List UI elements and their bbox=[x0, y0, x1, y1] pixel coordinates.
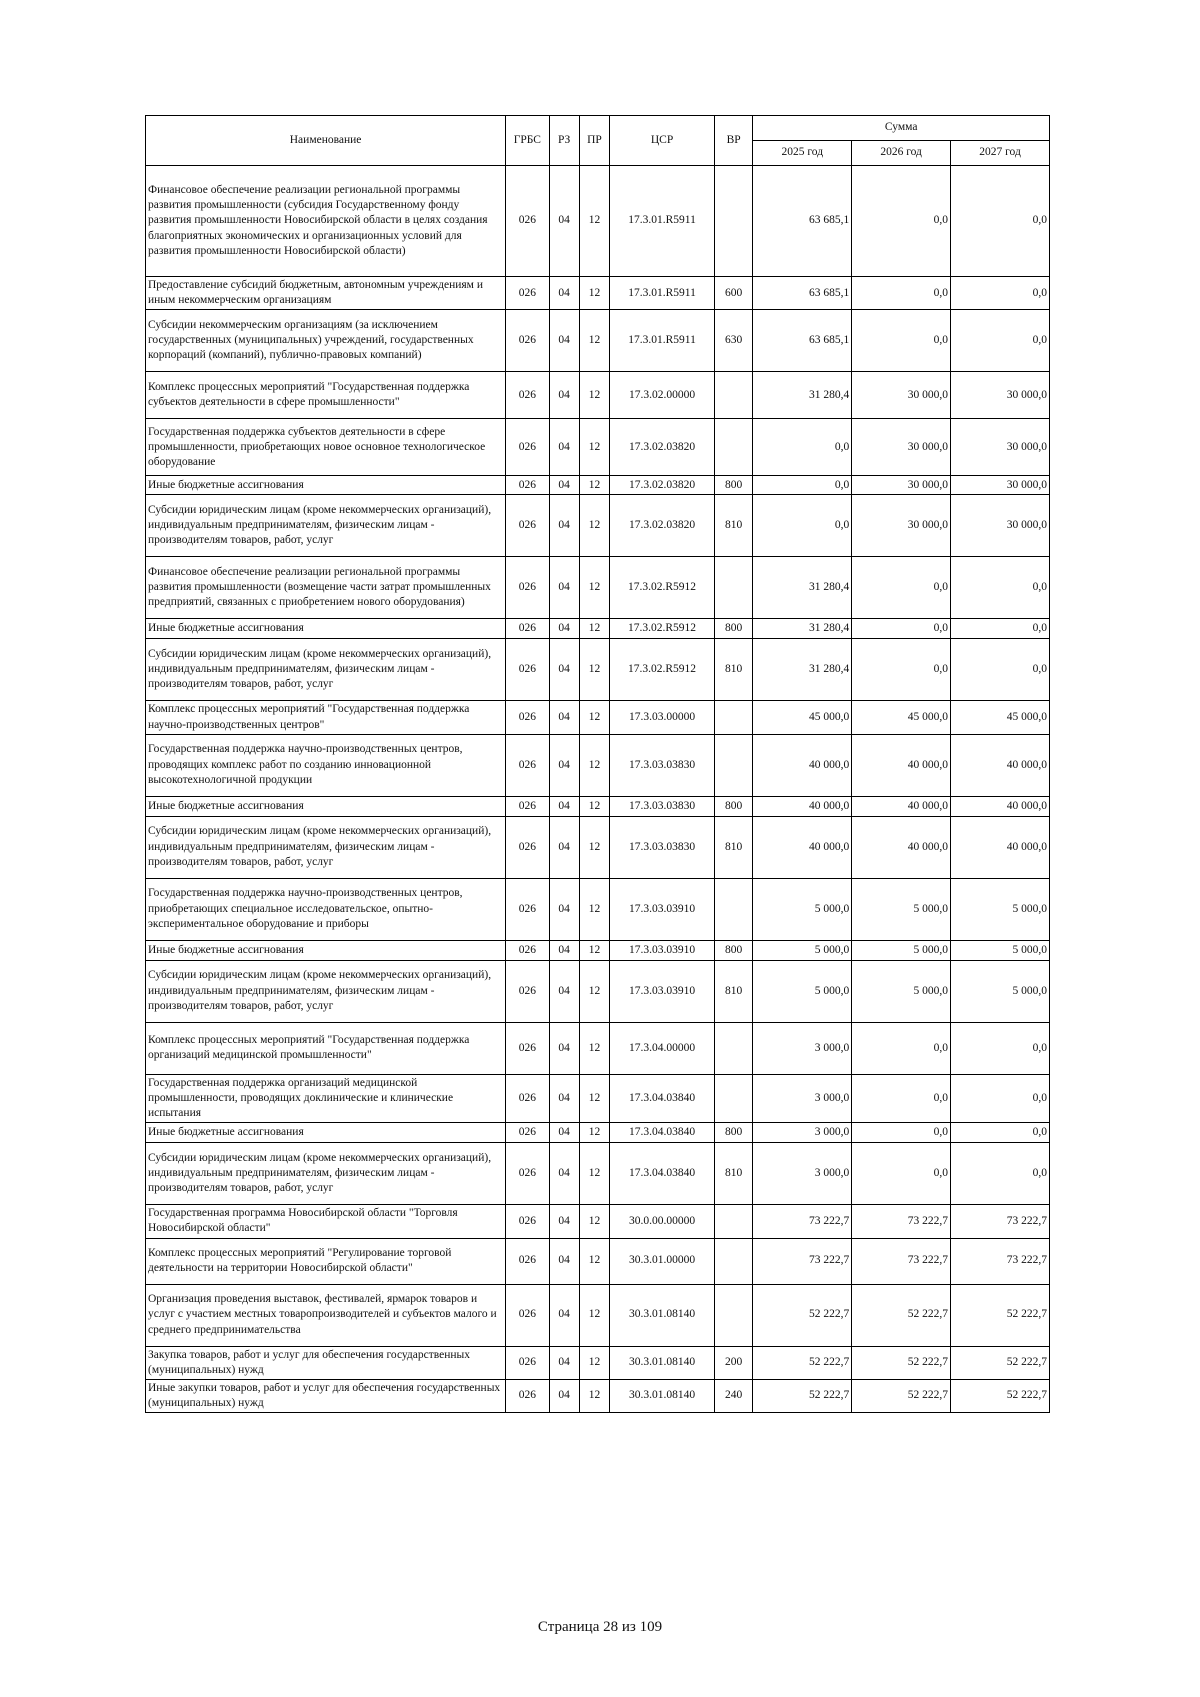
cell-rz: 04 bbox=[549, 734, 579, 796]
cell-2027: 52 222,7 bbox=[951, 1284, 1050, 1346]
cell-pr: 12 bbox=[579, 310, 609, 372]
page-number: Страница 28 из 109 bbox=[537, 1619, 663, 1635]
cell-grbs: 026 bbox=[506, 701, 549, 734]
cell-rz: 04 bbox=[549, 1123, 579, 1143]
cell-2027: 30 000,0 bbox=[951, 495, 1050, 557]
cell-2027: 0,0 bbox=[951, 1143, 1050, 1205]
cell-vr bbox=[715, 1238, 753, 1284]
cell-2025: 31 280,4 bbox=[753, 619, 852, 639]
cell-2027: 73 222,7 bbox=[951, 1238, 1050, 1284]
cell-name: Комплекс процессных мероприятий "Государственная поддержка научно-производственных центров" bbox=[146, 701, 506, 734]
cell-pr: 12 bbox=[579, 495, 609, 557]
table-row bbox=[146, 940, 1050, 960]
table-row bbox=[146, 1022, 1050, 1074]
cell-grbs: 026 bbox=[506, 960, 549, 1022]
cell-csr: 17.3.02.03820 bbox=[610, 419, 715, 476]
cell-grbs: 026 bbox=[506, 1123, 549, 1143]
cell-pr: 12 bbox=[579, 166, 609, 277]
cell-name: Субсидии юридическим лицам (кроме некоммерческих организаций), индивидуальным предпринимателям, физическим лицам - производителям товаров, работ, услуг bbox=[146, 816, 506, 878]
table-row bbox=[146, 1284, 1050, 1346]
cell-csr: 17.3.03.03830 bbox=[610, 734, 715, 796]
cell-pr: 12 bbox=[579, 701, 609, 734]
cell-rz: 04 bbox=[549, 310, 579, 372]
cell-2026: 30 000,0 bbox=[852, 419, 951, 476]
table-row bbox=[146, 310, 1050, 372]
cell-2027: 30 000,0 bbox=[951, 372, 1050, 419]
cell-2027: 45 000,0 bbox=[951, 701, 1050, 734]
cell-2026: 0,0 bbox=[852, 557, 951, 619]
cell-2026: 0,0 bbox=[852, 166, 951, 277]
cell-2025: 5 000,0 bbox=[753, 960, 852, 1022]
cell-pr: 12 bbox=[579, 1022, 609, 1074]
cell-csr: 17.3.02.03820 bbox=[610, 495, 715, 557]
cell-grbs: 026 bbox=[506, 277, 549, 310]
cell-2025: 63 685,1 bbox=[753, 166, 852, 277]
cell-name: Иные бюджетные ассигнования bbox=[146, 619, 506, 639]
cell-rz: 04 bbox=[549, 796, 579, 816]
cell-rz: 04 bbox=[549, 166, 579, 277]
cell-2027: 40 000,0 bbox=[951, 796, 1050, 816]
cell-2025: 0,0 bbox=[753, 419, 852, 476]
header-row bbox=[146, 116, 1050, 141]
cell-csr: 30.3.01.00000 bbox=[610, 1238, 715, 1284]
cell-2027: 0,0 bbox=[951, 1123, 1050, 1143]
cell-pr: 12 bbox=[579, 277, 609, 310]
cell-vr: 600 bbox=[715, 277, 753, 310]
table-row bbox=[146, 1074, 1050, 1123]
cell-csr: 17.3.02.R5912 bbox=[610, 619, 715, 639]
cell-vr bbox=[715, 1074, 753, 1123]
table-row bbox=[146, 878, 1050, 940]
budget-table bbox=[145, 115, 1050, 1413]
cell-csr: 17.3.04.03840 bbox=[610, 1123, 715, 1143]
cell-name: Государственная поддержка организаций медицинской промышленности, проводящих доклинические и клинические испытания bbox=[146, 1074, 506, 1123]
cell-grbs: 026 bbox=[506, 816, 549, 878]
header-2025: 2025 год bbox=[753, 141, 852, 166]
table-row bbox=[146, 419, 1050, 476]
cell-grbs: 026 bbox=[506, 495, 549, 557]
cell-pr: 12 bbox=[579, 796, 609, 816]
cell-grbs: 026 bbox=[506, 1143, 549, 1205]
cell-csr: 17.3.02.00000 bbox=[610, 372, 715, 419]
cell-2027: 0,0 bbox=[951, 166, 1050, 277]
cell-2026: 5 000,0 bbox=[852, 878, 951, 940]
cell-csr: 17.3.02.R5912 bbox=[610, 639, 715, 701]
cell-2027: 5 000,0 bbox=[951, 960, 1050, 1022]
cell-2027: 0,0 bbox=[951, 1022, 1050, 1074]
table-row bbox=[146, 734, 1050, 796]
cell-2025: 0,0 bbox=[753, 495, 852, 557]
cell-csr: 17.3.02.03820 bbox=[610, 476, 715, 495]
cell-name: Предоставление субсидий бюджетным, автономным учреждениям и иным некоммерческим организациям bbox=[146, 277, 506, 310]
cell-2026: 0,0 bbox=[852, 1143, 951, 1205]
cell-csr: 17.3.03.03910 bbox=[610, 878, 715, 940]
cell-rz: 04 bbox=[549, 557, 579, 619]
cell-name: Субсидии юридическим лицам (кроме некоммерческих организаций), индивидуальным предпринимателям, физическим лицам - производителям товаров, работ, услуг bbox=[146, 495, 506, 557]
table-row bbox=[146, 495, 1050, 557]
cell-2026: 52 222,7 bbox=[852, 1379, 951, 1412]
cell-csr: 17.3.04.00000 bbox=[610, 1022, 715, 1074]
header-pr: ПР bbox=[579, 116, 609, 166]
cell-2026: 5 000,0 bbox=[852, 960, 951, 1022]
cell-pr: 12 bbox=[579, 639, 609, 701]
cell-grbs: 026 bbox=[506, 557, 549, 619]
cell-csr: 17.3.03.03830 bbox=[610, 816, 715, 878]
cell-2025: 31 280,4 bbox=[753, 639, 852, 701]
cell-vr: 810 bbox=[715, 1143, 753, 1205]
cell-grbs: 026 bbox=[506, 476, 549, 495]
cell-name: Комплекс процессных мероприятий "Государственная поддержка организаций медицинской промышленности" bbox=[146, 1022, 506, 1074]
table-row bbox=[146, 166, 1050, 277]
cell-2026: 45 000,0 bbox=[852, 701, 951, 734]
cell-rz: 04 bbox=[549, 419, 579, 476]
cell-pr: 12 bbox=[579, 734, 609, 796]
cell-vr: 800 bbox=[715, 619, 753, 639]
cell-2026: 30 000,0 bbox=[852, 495, 951, 557]
cell-2027: 40 000,0 bbox=[951, 816, 1050, 878]
cell-rz: 04 bbox=[549, 476, 579, 495]
cell-vr: 810 bbox=[715, 639, 753, 701]
cell-2027: 40 000,0 bbox=[951, 734, 1050, 796]
cell-2027: 5 000,0 bbox=[951, 940, 1050, 960]
header-csr: ЦСР bbox=[610, 116, 715, 166]
cell-2025: 3 000,0 bbox=[753, 1074, 852, 1123]
cell-grbs: 026 bbox=[506, 1074, 549, 1123]
cell-2026: 40 000,0 bbox=[852, 816, 951, 878]
cell-2026: 0,0 bbox=[852, 1074, 951, 1123]
cell-pr: 12 bbox=[579, 557, 609, 619]
cell-2026: 52 222,7 bbox=[852, 1346, 951, 1379]
cell-name: Иные бюджетные ассигнования bbox=[146, 476, 506, 495]
cell-vr: 810 bbox=[715, 495, 753, 557]
cell-vr bbox=[715, 1284, 753, 1346]
cell-2027: 0,0 bbox=[951, 1074, 1050, 1123]
cell-name: Иные бюджетные ассигнования bbox=[146, 796, 506, 816]
cell-2026: 30 000,0 bbox=[852, 476, 951, 495]
cell-2027: 0,0 bbox=[951, 619, 1050, 639]
cell-rz: 04 bbox=[549, 1143, 579, 1205]
cell-2027: 52 222,7 bbox=[951, 1346, 1050, 1379]
cell-rz: 04 bbox=[549, 960, 579, 1022]
cell-2026: 0,0 bbox=[852, 619, 951, 639]
cell-name: Иные бюджетные ассигнования bbox=[146, 940, 506, 960]
cell-pr: 12 bbox=[579, 1205, 609, 1238]
cell-2026: 30 000,0 bbox=[852, 372, 951, 419]
cell-rz: 04 bbox=[549, 1074, 579, 1123]
cell-2026: 73 222,7 bbox=[852, 1205, 951, 1238]
cell-rz: 04 bbox=[549, 878, 579, 940]
cell-grbs: 026 bbox=[506, 1284, 549, 1346]
cell-vr: 810 bbox=[715, 960, 753, 1022]
cell-2025: 63 685,1 bbox=[753, 310, 852, 372]
cell-2026: 0,0 bbox=[852, 639, 951, 701]
cell-2027: 0,0 bbox=[951, 310, 1050, 372]
cell-name: Государственная программа Новосибирской области "Торговля Новосибирской области" bbox=[146, 1205, 506, 1238]
cell-grbs: 026 bbox=[506, 796, 549, 816]
cell-name: Организация проведения выставок, фестивалей, ярмарок товаров и услуг с участием местных товаропроизводителей и субъектов малого и среднего предпринимательства bbox=[146, 1284, 506, 1346]
header-vr: ВР bbox=[715, 116, 753, 166]
cell-vr: 800 bbox=[715, 940, 753, 960]
cell-csr: 17.3.03.03910 bbox=[610, 940, 715, 960]
cell-csr: 17.3.03.03910 bbox=[610, 960, 715, 1022]
cell-vr bbox=[715, 701, 753, 734]
cell-name: Субсидии юридическим лицам (кроме некоммерческих организаций), индивидуальным предпринимателям, физическим лицам - производителям товаров, работ, услуг bbox=[146, 960, 506, 1022]
table-row bbox=[146, 277, 1050, 310]
cell-name: Государственная поддержка научно-производственных центров, приобретающих специальное исследовательское, опытно-экспериментальное оборудование и приборы bbox=[146, 878, 506, 940]
cell-2025: 3 000,0 bbox=[753, 1123, 852, 1143]
cell-grbs: 026 bbox=[506, 878, 549, 940]
cell-grbs: 026 bbox=[506, 419, 549, 476]
cell-name: Субсидии юридическим лицам (кроме некоммерческих организаций), индивидуальным предпринимателям, физическим лицам - производителям товаров, работ, услуг bbox=[146, 1143, 506, 1205]
cell-rz: 04 bbox=[549, 1205, 579, 1238]
cell-2026: 0,0 bbox=[852, 1123, 951, 1143]
cell-pr: 12 bbox=[579, 960, 609, 1022]
cell-rz: 04 bbox=[549, 372, 579, 419]
cell-2026: 52 222,7 bbox=[852, 1284, 951, 1346]
cell-2027: 52 222,7 bbox=[951, 1379, 1050, 1412]
table-row bbox=[146, 960, 1050, 1022]
cell-name: Комплекс процессных мероприятий "Государственная поддержка субъектов деятельности в сфере промышленности" bbox=[146, 372, 506, 419]
cell-vr bbox=[715, 1205, 753, 1238]
cell-2025: 40 000,0 bbox=[753, 734, 852, 796]
cell-pr: 12 bbox=[579, 1379, 609, 1412]
cell-csr: 30.0.00.00000 bbox=[610, 1205, 715, 1238]
cell-2025: 73 222,7 bbox=[753, 1238, 852, 1284]
cell-grbs: 026 bbox=[506, 310, 549, 372]
table-row bbox=[146, 1123, 1050, 1143]
cell-pr: 12 bbox=[579, 1238, 609, 1284]
table-row bbox=[146, 372, 1050, 419]
cell-pr: 12 bbox=[579, 372, 609, 419]
table-row bbox=[146, 701, 1050, 734]
table-row bbox=[146, 796, 1050, 816]
table-row bbox=[146, 1346, 1050, 1379]
cell-2025: 40 000,0 bbox=[753, 816, 852, 878]
cell-pr: 12 bbox=[579, 878, 609, 940]
cell-name: Иные бюджетные ассигнования bbox=[146, 1123, 506, 1143]
cell-2026: 40 000,0 bbox=[852, 796, 951, 816]
cell-csr: 17.3.01.R5911 bbox=[610, 277, 715, 310]
cell-grbs: 026 bbox=[506, 619, 549, 639]
cell-vr: 800 bbox=[715, 1123, 753, 1143]
table-body bbox=[146, 166, 1050, 1413]
cell-2026: 73 222,7 bbox=[852, 1238, 951, 1284]
cell-2027: 5 000,0 bbox=[951, 878, 1050, 940]
cell-name: Государственная поддержка научно-производственных центров, проводящих комплекс работ по созданию инновационной высокотехнологичной продукции bbox=[146, 734, 506, 796]
cell-2025: 3 000,0 bbox=[753, 1022, 852, 1074]
cell-2027: 0,0 bbox=[951, 277, 1050, 310]
cell-csr: 17.3.01.R5911 bbox=[610, 166, 715, 277]
header-2026: 2026 год bbox=[852, 141, 951, 166]
cell-pr: 12 bbox=[579, 1346, 609, 1379]
cell-vr: 810 bbox=[715, 816, 753, 878]
cell-rz: 04 bbox=[549, 816, 579, 878]
cell-name: Государственная поддержка субъектов деятельности в сфере промышленности, приобретающих новое основное технологическое оборудование bbox=[146, 419, 506, 476]
table-row bbox=[146, 476, 1050, 495]
cell-grbs: 026 bbox=[506, 1022, 549, 1074]
cell-pr: 12 bbox=[579, 476, 609, 495]
header-grbs: ГРБС bbox=[506, 116, 549, 166]
cell-pr: 12 bbox=[579, 419, 609, 476]
cell-csr: 17.3.04.03840 bbox=[610, 1143, 715, 1205]
cell-grbs: 026 bbox=[506, 1379, 549, 1412]
cell-grbs: 026 bbox=[506, 166, 549, 277]
cell-2025: 31 280,4 bbox=[753, 372, 852, 419]
cell-2025: 73 222,7 bbox=[753, 1205, 852, 1238]
cell-2025: 0,0 bbox=[753, 476, 852, 495]
cell-vr bbox=[715, 166, 753, 277]
cell-pr: 12 bbox=[579, 619, 609, 639]
table-row bbox=[146, 1379, 1050, 1412]
cell-name: Комплекс процессных мероприятий "Регулирование торговой деятельности на территории Новосибирской области" bbox=[146, 1238, 506, 1284]
header-rz: РЗ bbox=[549, 116, 579, 166]
cell-2027: 30 000,0 bbox=[951, 419, 1050, 476]
cell-2025: 40 000,0 bbox=[753, 796, 852, 816]
cell-2026: 0,0 bbox=[852, 277, 951, 310]
table-row bbox=[146, 1143, 1050, 1205]
cell-rz: 04 bbox=[549, 1379, 579, 1412]
cell-2027: 73 222,7 bbox=[951, 1205, 1050, 1238]
cell-name: Субсидии юридическим лицам (кроме некоммерческих организаций), индивидуальным предпринимателям, физическим лицам - производителям товаров, работ, услуг bbox=[146, 639, 506, 701]
cell-2025: 5 000,0 bbox=[753, 940, 852, 960]
cell-vr bbox=[715, 419, 753, 476]
cell-2025: 31 280,4 bbox=[753, 557, 852, 619]
table-row bbox=[146, 1238, 1050, 1284]
table-row bbox=[146, 1205, 1050, 1238]
cell-vr: 800 bbox=[715, 796, 753, 816]
cell-vr bbox=[715, 557, 753, 619]
cell-grbs: 026 bbox=[506, 1346, 549, 1379]
cell-pr: 12 bbox=[579, 1074, 609, 1123]
cell-grbs: 026 bbox=[506, 1205, 549, 1238]
cell-2025: 45 000,0 bbox=[753, 701, 852, 734]
cell-grbs: 026 bbox=[506, 940, 549, 960]
cell-2027: 30 000,0 bbox=[951, 476, 1050, 495]
cell-vr: 800 bbox=[715, 476, 753, 495]
table-row bbox=[146, 557, 1050, 619]
cell-vr: 240 bbox=[715, 1379, 753, 1412]
cell-rz: 04 bbox=[549, 1238, 579, 1284]
cell-pr: 12 bbox=[579, 1143, 609, 1205]
cell-vr bbox=[715, 878, 753, 940]
cell-pr: 12 bbox=[579, 1123, 609, 1143]
cell-csr: 17.3.01.R5911 bbox=[610, 310, 715, 372]
cell-vr bbox=[715, 1022, 753, 1074]
cell-rz: 04 bbox=[549, 1022, 579, 1074]
table-row bbox=[146, 816, 1050, 878]
cell-name: Финансовое обеспечение реализации региональной программы развития промышленности (субсидия Государственному фонду развития промышленности Новосибирской области в целях создания благоприятных экономических и организационных условий для развития промышленности Новосибирской области) bbox=[146, 166, 506, 277]
cell-csr: 17.3.04.03840 bbox=[610, 1074, 715, 1123]
header-2027: 2027 год bbox=[951, 141, 1050, 166]
cell-2025: 3 000,0 bbox=[753, 1143, 852, 1205]
cell-grbs: 026 bbox=[506, 372, 549, 419]
table-row bbox=[146, 619, 1050, 639]
cell-csr: 17.3.02.R5912 bbox=[610, 557, 715, 619]
cell-2025: 52 222,7 bbox=[753, 1284, 852, 1346]
cell-rz: 04 bbox=[549, 495, 579, 557]
cell-name: Финансовое обеспечение реализации региональной программы развития промышленности (возмещение части затрат промышленных предприятий, связанных с приобретением нового оборудования) bbox=[146, 557, 506, 619]
cell-csr: 17.3.03.03830 bbox=[610, 796, 715, 816]
cell-grbs: 026 bbox=[506, 639, 549, 701]
cell-2025: 52 222,7 bbox=[753, 1379, 852, 1412]
cell-vr bbox=[715, 372, 753, 419]
cell-2026: 0,0 bbox=[852, 310, 951, 372]
cell-pr: 12 bbox=[579, 940, 609, 960]
cell-2026: 5 000,0 bbox=[852, 940, 951, 960]
cell-name: Иные закупки товаров, работ и услуг для обеспечения государственных (муниципальных) нужд bbox=[146, 1379, 506, 1412]
table-row bbox=[146, 639, 1050, 701]
cell-rz: 04 bbox=[549, 1284, 579, 1346]
cell-pr: 12 bbox=[579, 1284, 609, 1346]
cell-2025: 63 685,1 bbox=[753, 277, 852, 310]
cell-2027: 0,0 bbox=[951, 557, 1050, 619]
header-name: Наименование bbox=[146, 116, 506, 166]
cell-2025: 5 000,0 bbox=[753, 878, 852, 940]
cell-pr: 12 bbox=[579, 816, 609, 878]
cell-grbs: 026 bbox=[506, 734, 549, 796]
cell-name: Субсидии некоммерческим организациям (за исключением государственных (муниципальных) учреждений, государственных корпораций (компаний), публично-правовых компаний) bbox=[146, 310, 506, 372]
cell-csr: 17.3.03.00000 bbox=[610, 701, 715, 734]
cell-2027: 0,0 bbox=[951, 639, 1050, 701]
cell-csr: 30.3.01.08140 bbox=[610, 1284, 715, 1346]
cell-rz: 04 bbox=[549, 701, 579, 734]
cell-rz: 04 bbox=[549, 619, 579, 639]
cell-name: Закупка товаров, работ и услуг для обеспечения государственных (муниципальных) нужд bbox=[146, 1346, 506, 1379]
cell-rz: 04 bbox=[549, 277, 579, 310]
cell-rz: 04 bbox=[549, 1346, 579, 1379]
cell-2025: 52 222,7 bbox=[753, 1346, 852, 1379]
cell-csr: 30.3.01.08140 bbox=[610, 1379, 715, 1412]
cell-csr: 30.3.01.08140 bbox=[610, 1346, 715, 1379]
header-sum: Сумма bbox=[753, 116, 1050, 141]
cell-2026: 0,0 bbox=[852, 1022, 951, 1074]
table-header bbox=[146, 116, 1050, 166]
cell-rz: 04 bbox=[549, 639, 579, 701]
cell-vr bbox=[715, 734, 753, 796]
cell-vr: 630 bbox=[715, 310, 753, 372]
cell-grbs: 026 bbox=[506, 1238, 549, 1284]
cell-rz: 04 bbox=[549, 940, 579, 960]
cell-2026: 40 000,0 bbox=[852, 734, 951, 796]
cell-vr: 200 bbox=[715, 1346, 753, 1379]
